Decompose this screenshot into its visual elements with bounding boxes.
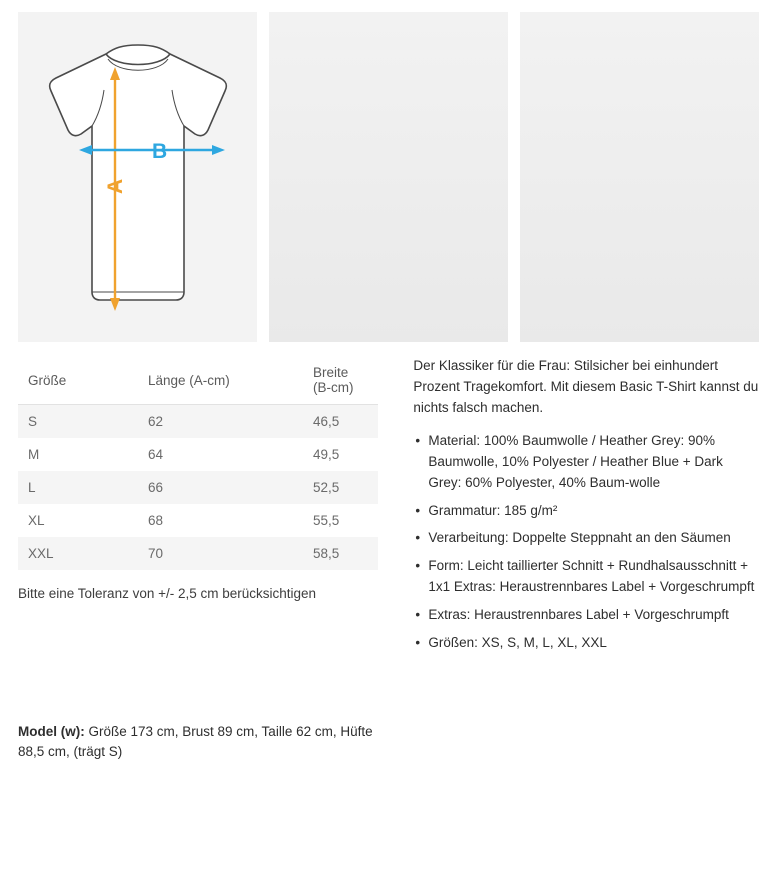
size-chart-table: [18, 356, 378, 570]
feature-list: [413, 431, 759, 654]
model-note-label: Model (w):: [18, 723, 85, 739]
header-size: Größe: [18, 356, 138, 405]
cell-size: L: [28, 480, 36, 495]
size-diagram-image[interactable]: [18, 12, 257, 342]
header-width: Breite (B-cm): [303, 356, 378, 405]
model-back-photo[interactable]: [520, 12, 759, 342]
table-header-row: [18, 356, 378, 405]
description-intro: Der Klassiker für die Frau: Stilsicher bei einhundert Prozent Tragekomfort. Mit diesem Basic T-Shirt kannst du nichts falsch machen.: [413, 358, 759, 415]
size-chart-head: [18, 356, 378, 405]
diagram-label-b: B: [152, 140, 168, 163]
cell-length: 66: [148, 480, 164, 495]
cell-size: XXL: [28, 546, 54, 561]
cell-length: 64: [148, 447, 164, 462]
product-info-section: [0, 342, 777, 763]
table-row: [18, 471, 378, 504]
photo-background: [520, 12, 759, 342]
cell-length: 70: [148, 546, 164, 561]
table-row: [18, 504, 378, 537]
size-chart-body: [18, 405, 378, 571]
tshirt-measurement-diagram: [18, 12, 257, 342]
photo-background: [269, 12, 508, 342]
header-length: Länge (A-cm): [138, 356, 303, 405]
cell-size: M: [28, 447, 40, 462]
cell-width: 46,5: [313, 414, 340, 429]
list-item: • Extras: Heraustrennbares Label + Vorgeschrumpft: [413, 605, 759, 626]
model-measurements-note: [18, 722, 378, 764]
cell-size: S: [28, 414, 38, 429]
table-row: [18, 537, 378, 570]
size-info-column: [18, 356, 391, 763]
cell-size: XL: [28, 513, 45, 528]
cell-length: 62: [148, 414, 164, 429]
cell-width: 49,5: [313, 447, 340, 462]
front-photo-inner: [269, 12, 508, 342]
list-item: • Material: 100% Baumwolle / Heather Grey: 90% Baumwolle, 10% Polyester / Heather Blue + Dark Grey: 60% Polyester, 40% Baum-wolle: [413, 431, 759, 494]
back-photo-inner: [520, 12, 759, 342]
cell-length: 68: [148, 513, 164, 528]
diagram-label-a: A: [104, 178, 127, 194]
product-image-gallery: [0, 0, 777, 342]
table-row: [18, 405, 378, 439]
cell-width: 58,5: [313, 546, 340, 561]
cell-width: 55,5: [313, 513, 340, 528]
list-item: • Grammatur: 185 g/m²: [413, 501, 759, 522]
table-row: [18, 438, 378, 471]
tolerance-note: Bitte eine Toleranz von +/- 2,5 cm berücksichtigen: [18, 586, 317, 601]
list-item: • Verarbeitung: Doppelte Steppnaht an den Säumen: [413, 528, 759, 549]
model-note-text: Größe 173 cm, Brust 89 cm, Taille 62 cm, Hüfte 88,5 cm, (trägt S): [18, 723, 373, 760]
list-item: • Form: Leicht taillierter Schnitt + Rundhalsausschnitt + 1x1 Extras: Heraustrennbares Label + Vorgeschrumpft: [413, 556, 759, 598]
description-column: [413, 356, 759, 763]
model-front-photo[interactable]: [269, 12, 508, 342]
list-item: • Größen: XS, S, M, L, XL, XXL: [413, 633, 759, 654]
cell-width: 52,5: [313, 480, 340, 495]
